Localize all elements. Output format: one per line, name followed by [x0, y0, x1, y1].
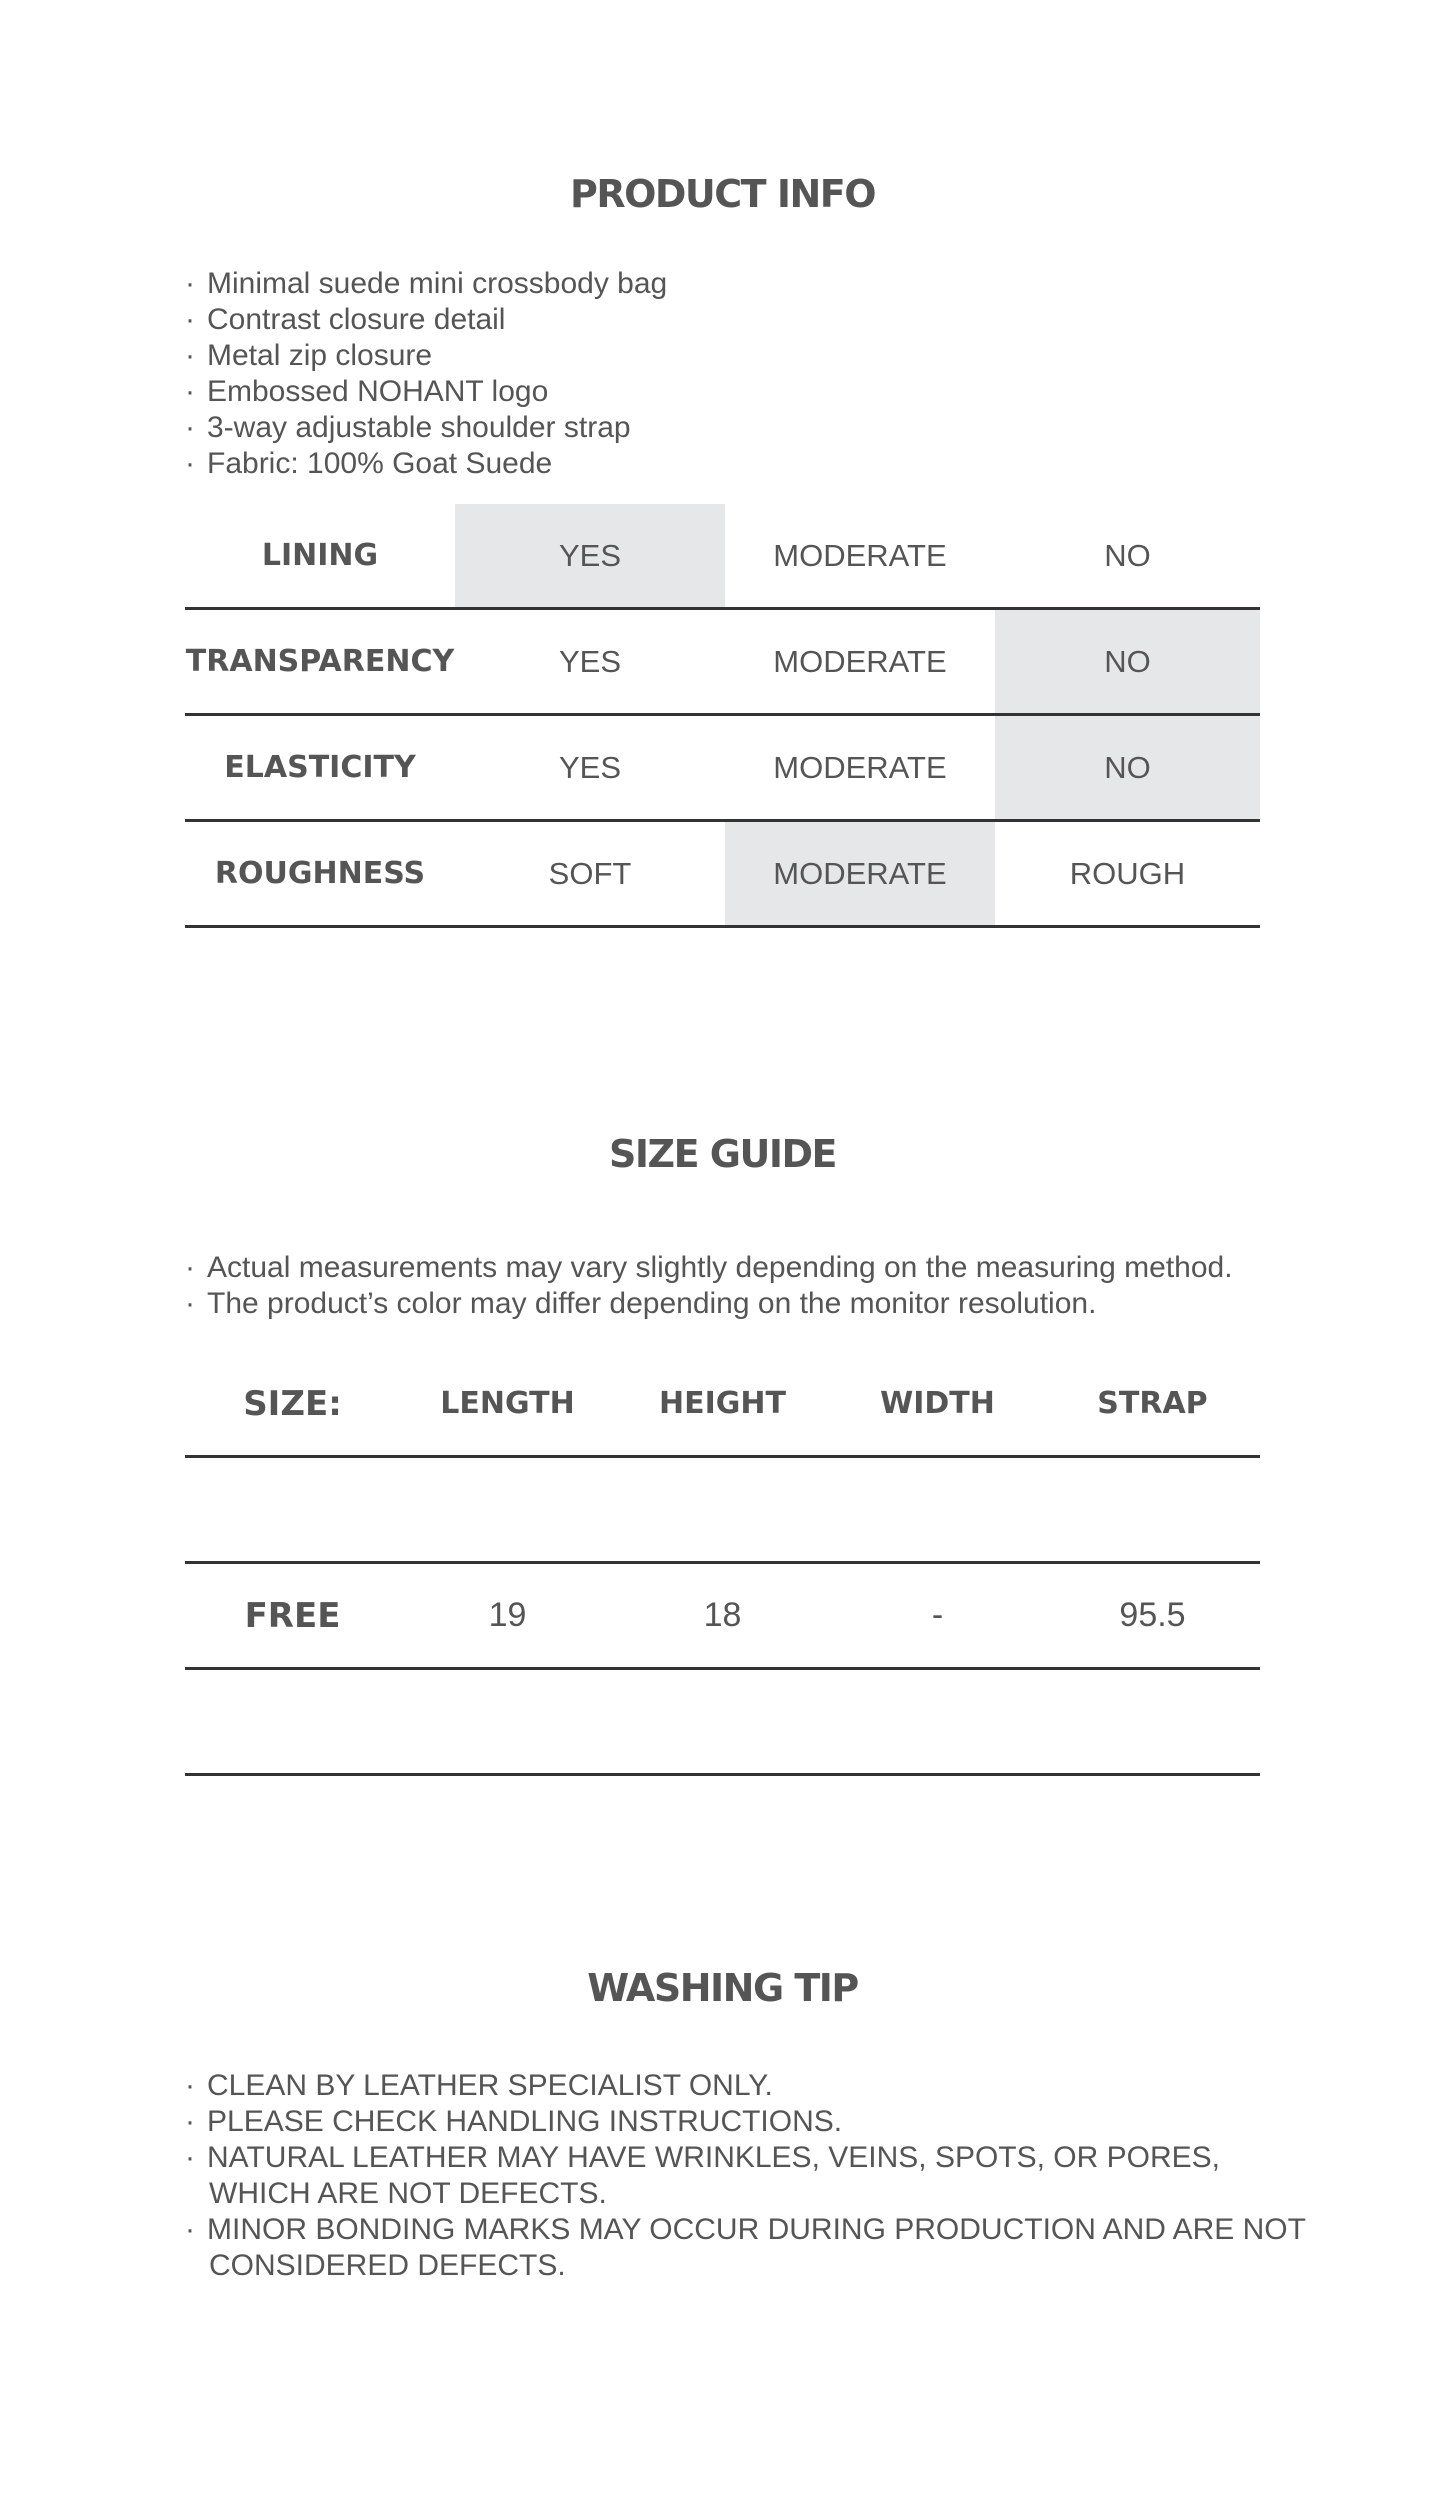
column-header: WIDTH	[880, 1386, 995, 1421]
attribute-label: ROUGHNESS	[214, 856, 426, 891]
attribute-option: YES	[558, 749, 622, 785]
fabric-attribute-table	[185, 504, 1260, 928]
attribute-option: YES	[558, 643, 622, 679]
list-item: · 3-way adjustable shoulder strap	[185, 410, 667, 446]
attribute-option: ROUGH	[1069, 855, 1186, 891]
tip-text: MINOR BONDING MARKS MAY OCCUR DURING PRODUCTION AND ARE NOT	[207, 2213, 1306, 2246]
list-item: · Metal zip closure	[185, 338, 667, 374]
table-cell: 95.5	[1119, 1596, 1186, 1634]
size-guide-notes	[185, 1250, 1233, 1322]
attribute-label: LINING	[261, 538, 379, 573]
list-item: · Actual measurements may vary slightly depending on the measuring method.	[185, 1250, 1233, 1286]
product-info-title: PRODUCT INFO	[569, 172, 876, 216]
column-header: LENGTH	[440, 1386, 575, 1421]
washing-tip-title: WASHING TIP	[587, 1966, 858, 2010]
attribute-option: NO	[995, 610, 1260, 713]
list-item: · The product’s color may differ depending on the monitor resolution.	[185, 1286, 1233, 1322]
product-info-list	[185, 266, 667, 482]
attribute-option: SOFT	[548, 855, 632, 891]
table-cell: 19	[488, 1596, 527, 1634]
column-header: STRAP	[1097, 1386, 1208, 1421]
attribute-label: TRANSPARENCY	[185, 644, 455, 679]
attribute-option: MODERATE	[773, 643, 947, 679]
list-item: · Contrast closure detail	[185, 302, 667, 338]
attribute-row-lining	[185, 504, 1260, 610]
attribute-option: NO	[1104, 537, 1151, 573]
attribute-label: ELASTICITY	[224, 750, 416, 785]
column-header: SIZE:	[243, 1383, 342, 1424]
list-item	[185, 2104, 1306, 2140]
table-row	[185, 1564, 1260, 1670]
list-item	[185, 2068, 1306, 2104]
list-item	[185, 2212, 1306, 2284]
washing-tip-list	[185, 2068, 1306, 2284]
table-cell: 18	[703, 1596, 742, 1634]
attribute-option: NO	[995, 716, 1260, 819]
table-row-empty	[185, 1670, 1260, 1776]
column-header: HEIGHT	[659, 1386, 786, 1421]
attribute-row-roughness	[185, 822, 1260, 928]
attribute-option: YES	[455, 504, 725, 607]
size-table-header	[185, 1352, 1260, 1458]
attribute-row-elasticity	[185, 716, 1260, 822]
table-cell: -	[931, 1596, 944, 1634]
list-item	[185, 2140, 1306, 2212]
tip-text-continued: CONSIDERED DEFECTS.	[209, 2249, 566, 2282]
attribute-option: MODERATE	[725, 822, 995, 925]
table-row-empty	[185, 1458, 1260, 1564]
list-item: · Embossed NOHANT logo	[185, 374, 667, 410]
tip-text: NATURAL LEATHER MAY HAVE WRINKLES, VEINS, SPOTS, OR PORES,	[207, 2141, 1220, 2174]
tip-text-continued: WHICH ARE NOT DEFECTS.	[209, 2177, 607, 2210]
size-guide-title: SIZE GUIDE	[609, 1132, 836, 1176]
attribute-row-transparency	[185, 610, 1260, 716]
list-item: · Minimal suede mini crossbody bag	[185, 266, 667, 302]
size-label: FREE	[244, 1595, 341, 1636]
list-item: · Fabric: 100% Goat Suede	[185, 446, 667, 482]
size-table	[185, 1352, 1260, 1776]
attribute-option: MODERATE	[773, 537, 947, 573]
tip-text: CLEAN BY LEATHER SPECIALIST ONLY.	[207, 2069, 773, 2102]
tip-text: PLEASE CHECK HANDLING INSTRUCTIONS.	[207, 2105, 843, 2138]
attribute-option: MODERATE	[773, 749, 947, 785]
